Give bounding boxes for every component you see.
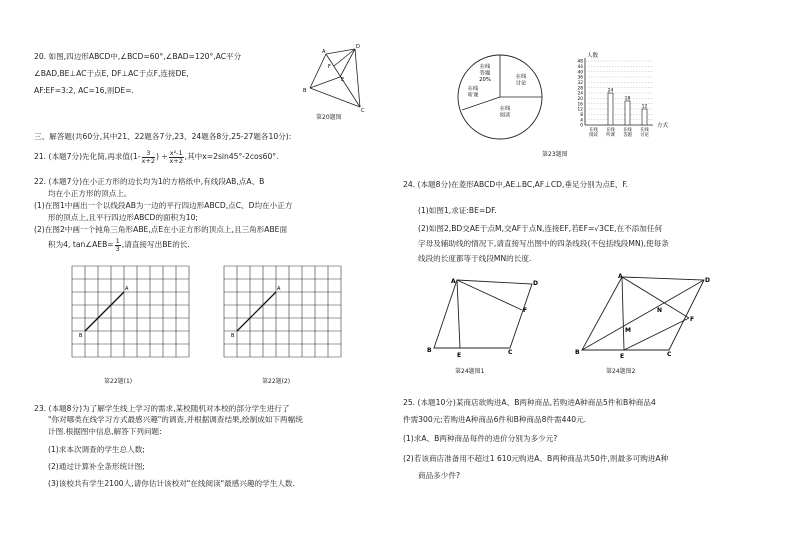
- q21-suffix: ,其中x=2sin45°-2cos60°.: [184, 152, 279, 162]
- pie-label-discuss: 在线讨论: [515, 74, 527, 87]
- q24-fig2-label-d: D: [705, 277, 710, 284]
- q21-prefix: 21. (本题7分)先化简,再求值(1-: [34, 152, 141, 162]
- q23-sub1: (1)求本次调查的学生总人数;: [48, 445, 145, 454]
- q24-fig1-label-e: E: [457, 352, 462, 359]
- q20-label-c: C: [361, 108, 365, 114]
- q20-edge-bc: [310, 88, 360, 107]
- q22-line3: (1)在图1中画出一个以线段AB为一边的平行四边形ABCD,点C、D均在小正方: [34, 201, 293, 210]
- q20-caption: 第20题图: [316, 114, 342, 121]
- q24-sub2b: 字母及辅助线的情况下,请直接写出图中的四条线段(不包括线段MN),使每条: [418, 239, 669, 248]
- label-b: B: [231, 333, 235, 339]
- q20-label-d: D: [356, 44, 360, 50]
- q21-frac2-num: x²-1: [169, 149, 183, 157]
- q20-line1: 20. 如图,四边形ABCD中,∠BCD=60°,∠BAD=120°,AC平分: [34, 52, 242, 61]
- q24-fig2-bd: [582, 280, 704, 350]
- y-tick-label: 36: [577, 75, 583, 81]
- q21-frac1: [142, 150, 155, 164]
- q22-line5: (2)在图2中画一个钝角三角形ABE,点E在小正方形的顶点上,且三角形ABE面: [34, 225, 288, 234]
- q20-de: [340, 49, 355, 77]
- bar-1: [608, 93, 613, 125]
- q22-tan-den: 3: [115, 244, 120, 253]
- q21-frac2-den: x+2: [169, 156, 183, 165]
- q24-fig2-af: [622, 277, 689, 318]
- label-a: A: [125, 286, 129, 292]
- q24-caption-1: 第24题图1: [455, 368, 485, 375]
- q22-line2: 均在小正方形的顶点上。: [48, 189, 132, 198]
- q20-edge-ad: [326, 49, 355, 54]
- q24-fig2-label-f: F: [690, 316, 695, 323]
- x-tick-label-2: 答题: [623, 133, 632, 138]
- q22-tan-frac: [115, 238, 121, 252]
- q22-tan-num: 1: [115, 237, 120, 245]
- q24-fig2-label-b: B: [575, 349, 580, 356]
- q21-mid: ) ÷: [155, 152, 168, 162]
- y-tick-label: 20: [577, 96, 583, 102]
- bar-3: [642, 109, 647, 125]
- y-tick-label: 0: [580, 123, 583, 129]
- q25-sub1: (1)求A、B两种商品每件的进价分别为多少元?: [403, 434, 558, 443]
- pie-label-answer: 在线答题 20%: [479, 64, 491, 83]
- q23-caption: 第23题图: [542, 151, 568, 158]
- q24-fig2-label-a: A: [618, 273, 623, 280]
- x-tick-label: 在线: [606, 128, 615, 133]
- q24-fig1-ae: [457, 280, 460, 348]
- q23-pie-chart: [455, 52, 545, 142]
- q24-fig1-label-d: D: [533, 280, 538, 287]
- q21-frac2: [169, 150, 184, 164]
- q25-line2: 件需300元;若购进A种商品6件和B种商品8件需440元.: [403, 415, 587, 424]
- q20-figure: [300, 44, 370, 116]
- q23-line1: 23. (本题8分)为了解学生线上学习的需求,某校随机对本校的部分学生进行了: [34, 404, 290, 413]
- q22-grid-1: [68, 262, 194, 368]
- q20-label-a: A: [322, 49, 326, 55]
- q24-figure-1: [424, 274, 540, 362]
- q23-sub2: (2)通过计算补全条形统计图;: [48, 462, 145, 471]
- x-axis-label: 方式: [657, 123, 669, 129]
- q20-label-e: E: [341, 77, 345, 83]
- label-b: B: [79, 333, 83, 339]
- y-tick-label: 28: [577, 86, 583, 92]
- q21-frac1-num: 3: [142, 150, 155, 158]
- bar-data-label: 12: [641, 104, 648, 110]
- q20-edge-dc: [355, 49, 360, 107]
- q24-fig1-label-c: C: [508, 349, 513, 356]
- q22-caption-2: 第22题(2): [262, 378, 291, 385]
- bar-2: [625, 101, 630, 125]
- q24-fig1-label-f: F: [523, 307, 528, 314]
- q24-fig2-ae: [622, 277, 624, 350]
- q24-fig2-label-m: M: [625, 327, 631, 334]
- section3-heading: 三、解答题(共60分,其中21、22题各7分,23、24题各8分,25-27题各10分):: [34, 132, 292, 141]
- q24-fig1-af: [457, 280, 522, 310]
- pie-label-read: 在线阅读: [499, 106, 511, 119]
- x-tick-label: 在线: [589, 128, 598, 133]
- q21-frac1-den: x+2: [141, 156, 155, 165]
- x-tick-label: 在线: [623, 128, 632, 133]
- y-tick-label: 24: [577, 91, 583, 97]
- q20-label-f: F: [328, 64, 331, 70]
- q20-df: [334, 49, 355, 66]
- q24-line1: 24. (本题8分)在菱形ABCD中,AE⊥BC,AF⊥CD,垂足分别为点E、F.: [403, 180, 628, 189]
- q20-label-b: B: [303, 88, 307, 94]
- y-axis-label: 人数: [587, 53, 599, 59]
- q25-line1: 25. (本题10分)某商店欲购进A、B两种商品,若购进A种商品5件和B种商品4: [403, 398, 656, 407]
- bar-data-label: 18: [624, 96, 631, 102]
- q24-caption-2: 第24题图2: [606, 368, 636, 375]
- q24-sub2: (2)如图2,BD交AE于点M,交AF于点N,连接EF,若EF=√3CE,在不添加任何: [418, 224, 663, 233]
- q24-fig1-rhombus: [434, 280, 532, 348]
- segment-ab: [85, 292, 124, 331]
- q24-fig1-label-a: A: [451, 278, 456, 285]
- q23-line3: 计图.根据图中信息,解答下列问题:: [48, 427, 162, 436]
- q24-sub2c: 线段的长度都等于线段MN的长度.: [418, 254, 532, 263]
- q24-fig2-label-c: C: [667, 351, 672, 358]
- y-tick-label: 12: [577, 107, 583, 113]
- q22-line6: [48, 238, 190, 252]
- q23-line2: "你对哪类在线学习方式最感兴趣"的调查,并根据调查结果,绘制成如下两幅统: [48, 415, 303, 424]
- q22-caption-1: 第22题(1): [104, 378, 133, 385]
- x-tick-label-2: 阅读: [589, 133, 598, 138]
- q25-sub2b: 商品多少件?: [418, 471, 460, 480]
- q22-line6-prefix: 积为4, tan∠AEB=: [48, 240, 114, 250]
- q23-sub3: (3)该校共有学生2100人,请你估计该校对"在线阅读"最感兴趣的学生人数.: [48, 479, 295, 488]
- q22-line4: 形的顶点上,且平行四边形ABCD的面积为10;: [48, 213, 198, 222]
- q21-line: [34, 150, 279, 164]
- q22-line6-suffix: ,请直接写出BE的长.: [121, 240, 190, 250]
- q24-fig2-ef: [624, 318, 689, 350]
- x-tick-label-2: 听课: [606, 133, 615, 138]
- q24-sub1: (1)如图1,求证:BE=DF.: [418, 206, 497, 215]
- q24-fig2-label-e: E: [620, 353, 625, 360]
- y-tick-label: 40: [577, 70, 583, 76]
- y-tick-label: 48: [577, 59, 583, 65]
- segment-ab: [237, 292, 276, 331]
- q25-sub2: (2)若该商店准备用不超过1 610元购进A、B两种商品共50件,则最多可购进A种: [403, 454, 669, 463]
- q20-line3: AF:EF=3:2, AC=16,则DE=.: [34, 86, 134, 95]
- x-tick-label-2: 讨论: [640, 133, 649, 138]
- q24-fig1-label-b: B: [427, 347, 432, 354]
- y-tick-label: 44: [577, 64, 583, 70]
- q24-fig2-label-n: N: [657, 307, 663, 314]
- y-tick-label: 32: [577, 80, 583, 86]
- q24-figure-2: [574, 272, 714, 362]
- y-tick-label: 8: [580, 112, 583, 118]
- y-tick-label: 16: [577, 102, 583, 108]
- q22-grid-2: [220, 262, 346, 368]
- label-a: A: [277, 286, 281, 292]
- x-tick-label: 在线: [640, 128, 649, 133]
- q20-line2: ∠BAD,BE⊥AC于点E, DF⊥AC于点F,连接DE,: [34, 69, 189, 78]
- bar-data-label: 24: [607, 88, 614, 94]
- q22-line1: 22. (本题7分)在小正方形的边长均为1的方格纸中,有线段AB,点A、B: [34, 177, 265, 186]
- q23-bar-chart: [565, 52, 705, 147]
- pie-label-listen: 在线听课: [467, 86, 479, 99]
- y-tick-label: 4: [580, 118, 583, 124]
